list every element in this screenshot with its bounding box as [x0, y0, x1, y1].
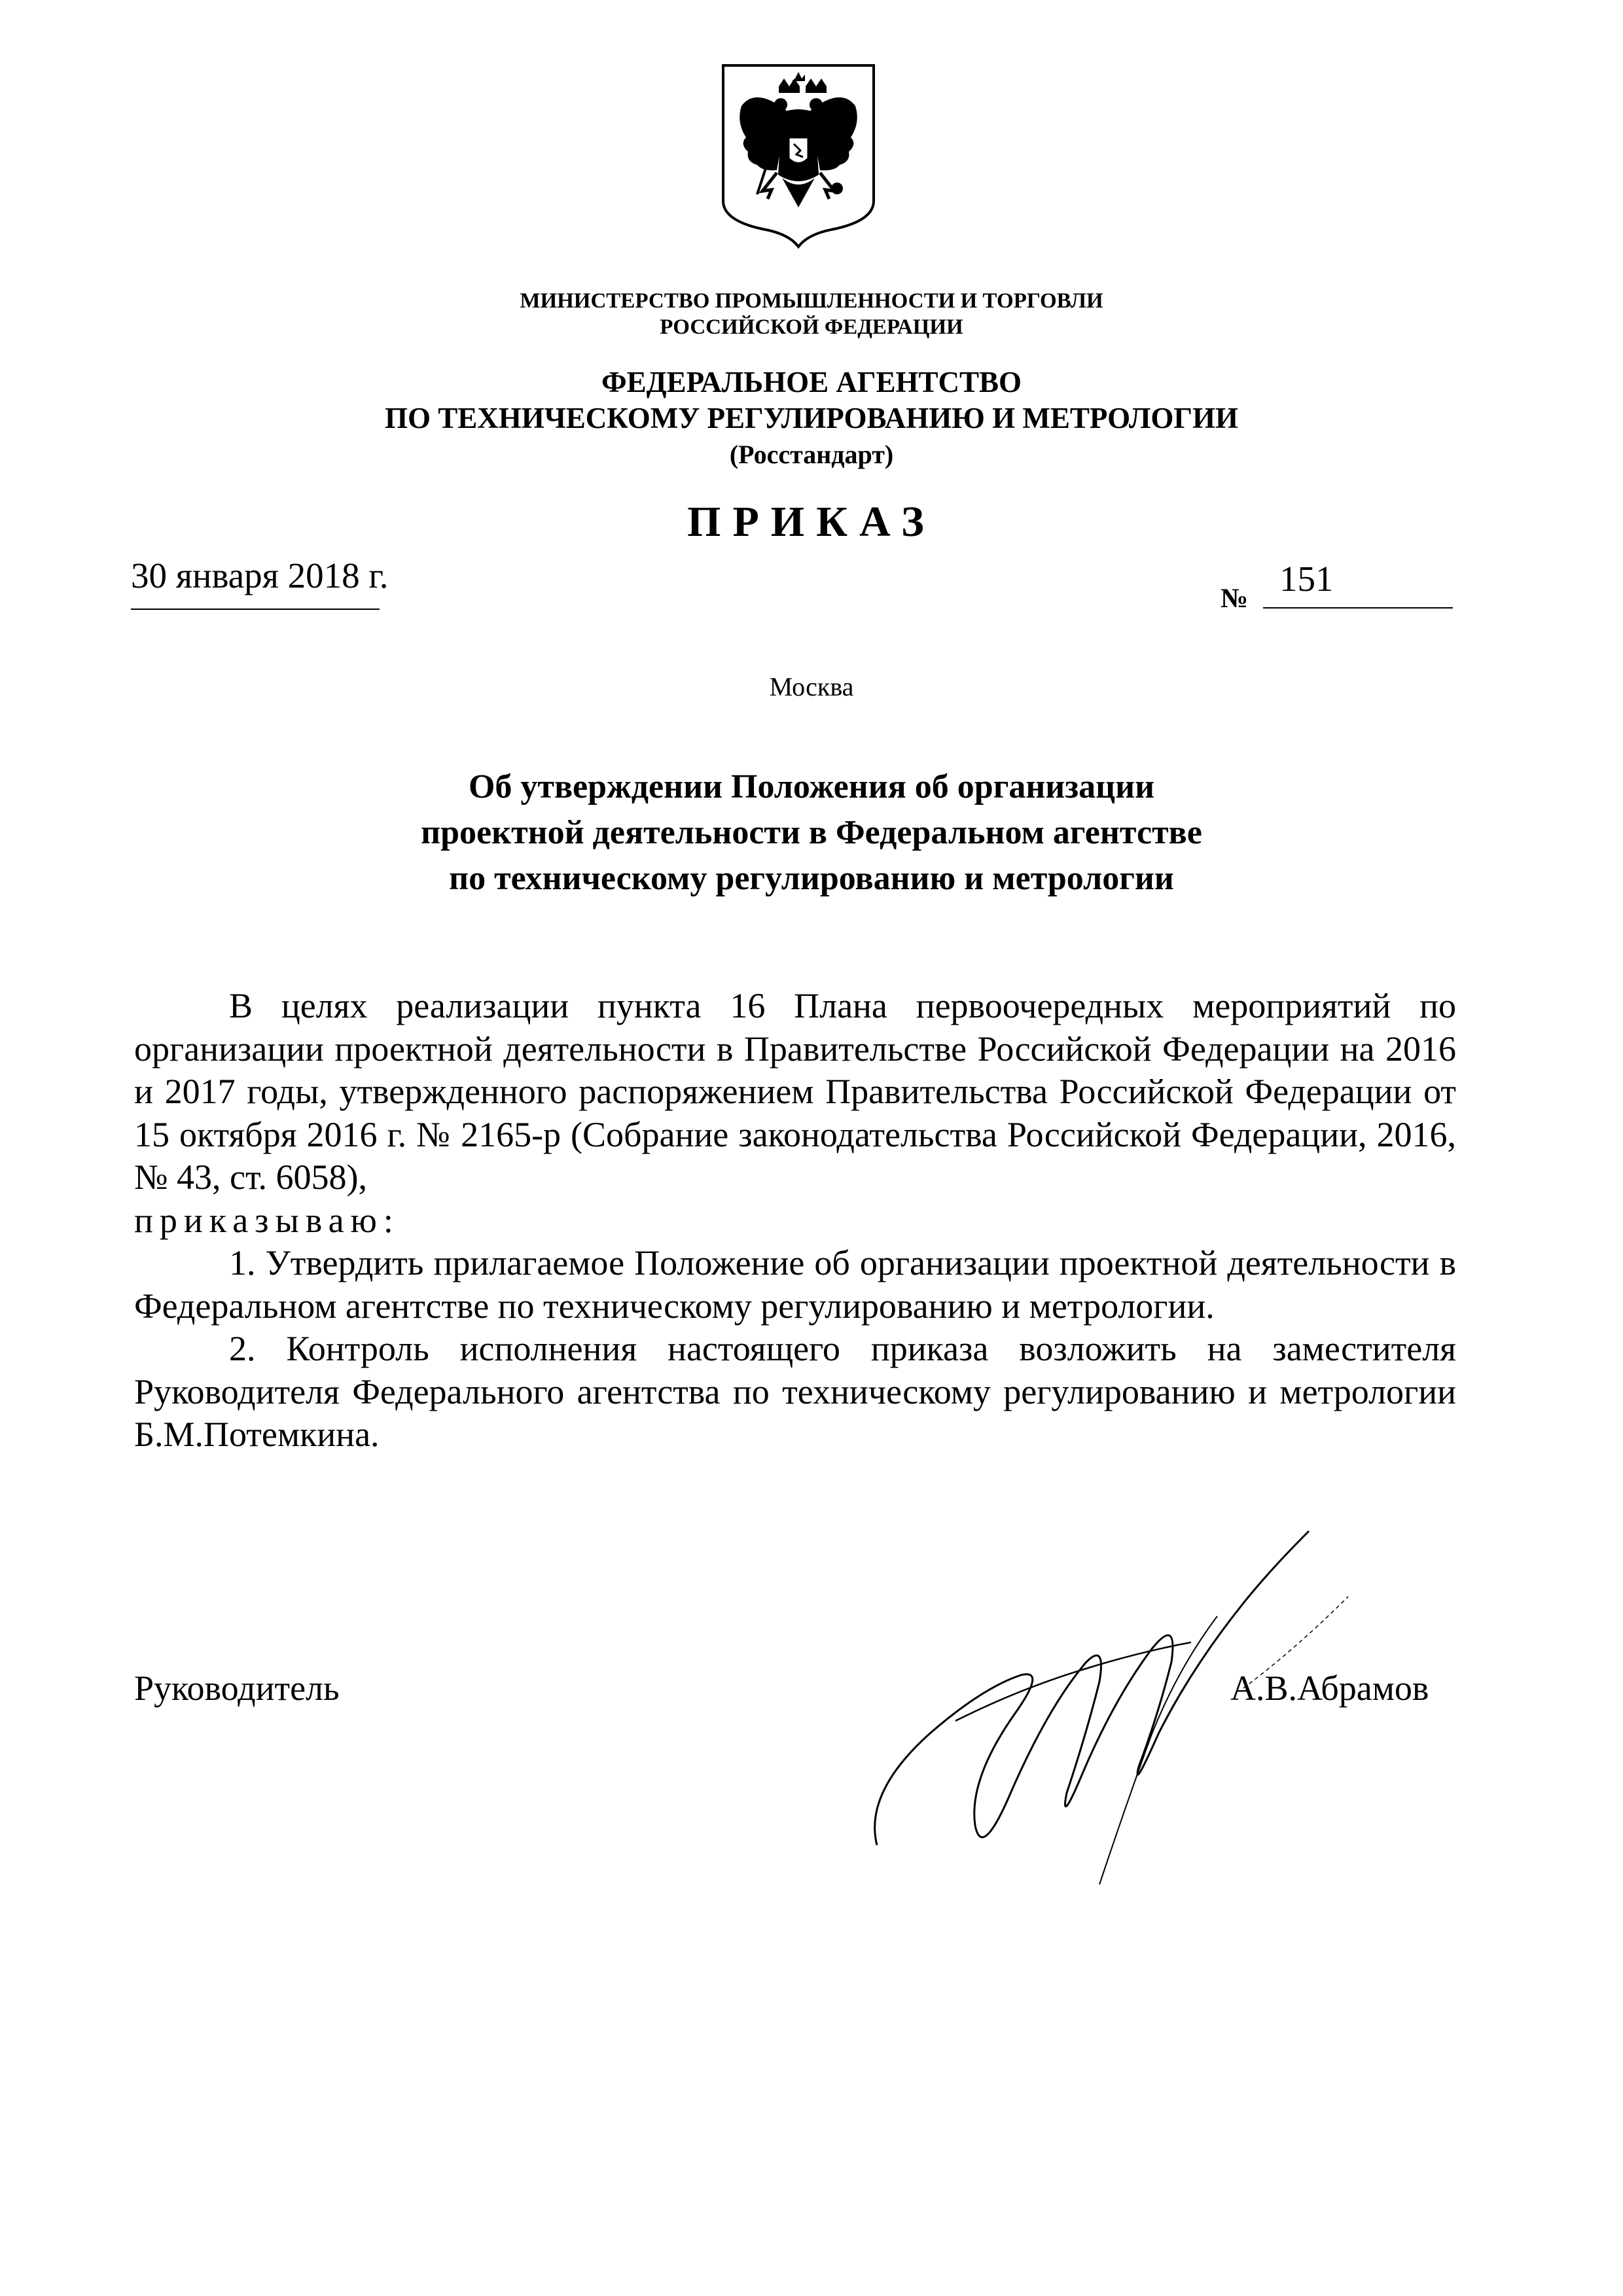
agency-short-name: (Росстандарт) [729, 440, 894, 469]
agency-name-line2: ПО ТЕХНИЧЕСКОМУ РЕГУЛИРОВАНИЮ И МЕТРОЛОГИИ [384, 402, 1239, 434]
order-word: приказываю: [134, 1200, 400, 1240]
subject-line3: по техническому регулированию и метрологии [449, 860, 1174, 897]
document-date: 30 января 2018 г. [131, 556, 389, 595]
date-underline [131, 609, 380, 610]
number-underline [1263, 607, 1453, 609]
document-title: ПРИКАЗ [687, 498, 936, 546]
agency-name-line1: ФЕДЕРАЛЬНОЕ АГЕНТСТВО [601, 366, 1022, 398]
number-label: № [1221, 584, 1249, 614]
document-city: Москва [769, 672, 854, 701]
document-number: 151 [1279, 559, 1334, 599]
ministry-name-line2: РОССИЙСКОЙ ФЕДЕРАЦИИ [660, 315, 963, 339]
item-1-paragraph: 1. Утвердить прилагаемое Положение об организации проектной деятельности в Федеральном агентстве по техническому регулированию и метрологии. [134, 1243, 1456, 1326]
signature-icon [851, 1518, 1440, 1898]
item-2-paragraph: 2. Контроль исполнения настоящего приказа возложить на заместителя Руководителя Федерального агентства по техническому регулированию и метрологии Б.М.Потемкина. [134, 1329, 1456, 1454]
preamble-paragraph: В целях реализации пункта 16 Плана первоочередных мероприятий по организации проектной деятельности в Правительстве Российской Федерации на 2016 и 2017 годы, утвержденного распоряжением Правительства Российской Федерации от 15 октября 2016 г. № 2165-р (Собрание законодательства Российской Федерации, 2016, № 43, ст. 6058), [134, 986, 1456, 1197]
order-paragraph [134, 1199, 1456, 1243]
subject-line1: Об утверждении Положения об организации [468, 768, 1155, 805]
signer-name: А.В.Абрамов [1230, 1669, 1429, 1708]
subject-line2: проектной деятельности в Федеральном агентстве [421, 814, 1202, 851]
ministry-name-line1: МИНИСТЕРСТВО ПРОМЫШЛЕННОСТИ И ТОРГОВЛИ [520, 289, 1103, 313]
coat-of-arms-icon [717, 60, 880, 250]
document-body [134, 985, 1456, 1457]
signer-position: Руководитель [134, 1669, 340, 1708]
